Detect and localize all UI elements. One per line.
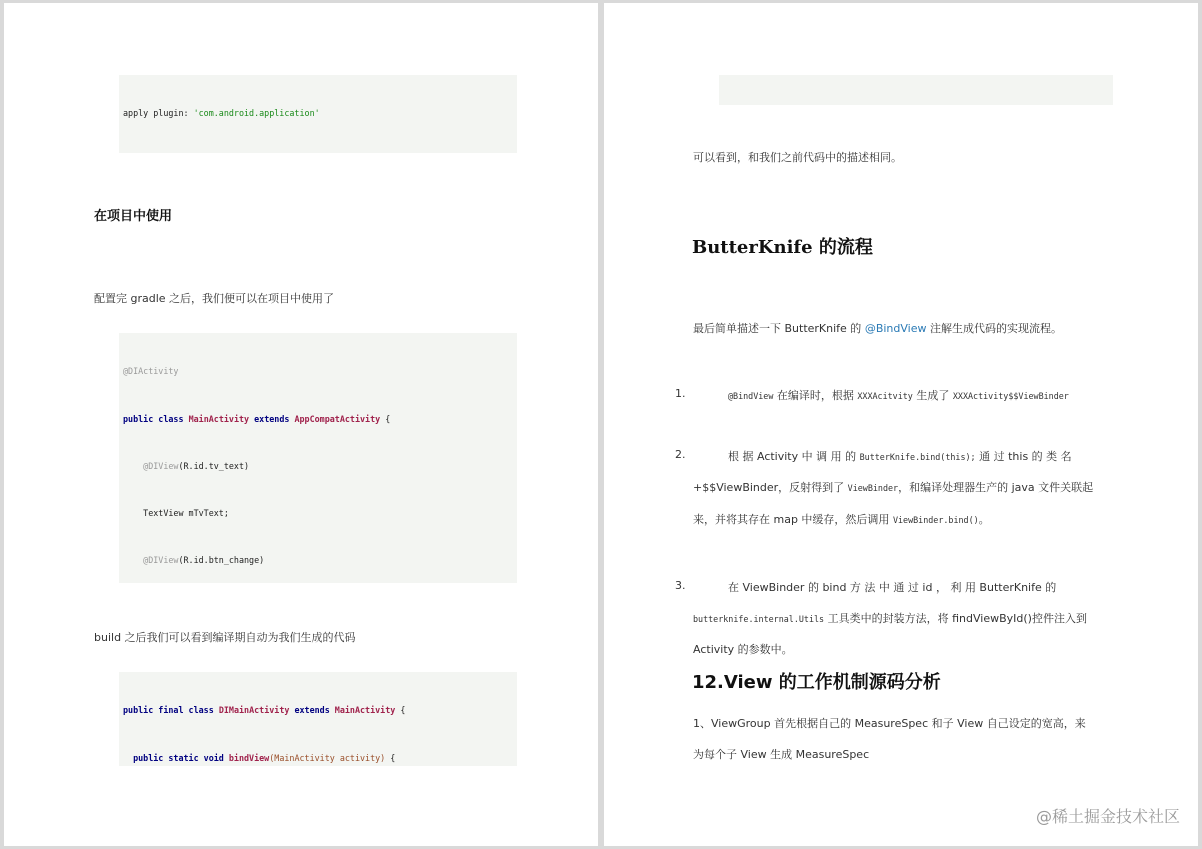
code-inline: ViewBinder.bind() [892, 515, 979, 525]
paragraph: 配置完 gradle 之后，我们便可以在项目中使用了 [94, 292, 335, 305]
list-text: 生成了 [912, 389, 953, 402]
code-line [123, 553, 513, 569]
heading-text: 的流程 [812, 237, 873, 258]
code-method-name: bindView [228, 752, 270, 763]
list-item: 在 ViewBinder 的 bind 方 法 中 通 过 id ， 利 用 ButterKnife 的 [728, 581, 1057, 594]
code-inline: ButterKnife.bind(this); [859, 452, 976, 462]
section-heading: 在项目中使用 [94, 209, 173, 224]
section-heading [692, 233, 873, 259]
code-text: { [380, 413, 391, 424]
paragraph-text: 注解生成代码的实现流程。 [926, 322, 1062, 335]
code-inline: butterknife.internal.Utils [693, 614, 825, 624]
list-item-line [693, 511, 990, 527]
main-activity-code-block [119, 333, 517, 583]
code-keyword: public class [123, 413, 189, 424]
code-line [123, 364, 513, 380]
code-inline: XXXAcitvity [857, 391, 913, 401]
list-item-line: Activity 的参数中。 [693, 643, 793, 656]
bindview-link[interactable]: @BindView [864, 322, 927, 335]
list-number: 3. [675, 579, 686, 592]
list-text: 在编译时，根据 [773, 389, 858, 402]
code-inline: ViewBinder [847, 483, 899, 493]
code-keyword: public static void [123, 752, 229, 763]
document-page-right [604, 3, 1198, 846]
paragraph: build 之后我们可以看到编译期自动为我们生成的代码 [94, 631, 356, 644]
paragraph: 1、ViewGroup 首先根据自己的 MeasureSpec 和子 View 自己设定的宽高，来 [693, 717, 1086, 730]
code-annotation: @DIView [143, 460, 179, 471]
heading-text: ButterKnife [692, 237, 813, 258]
paragraph-text: 最后简单描述一下 ButterKnife 的 [693, 322, 865, 335]
code-line [123, 106, 513, 122]
document-page-left [4, 3, 598, 846]
code-text: (R.id.btn_change) [178, 554, 265, 565]
list-text: ，和编译处理器生产的 java 文件关联起 [898, 481, 1094, 494]
list-text: +$$ViewBinder，反射得到了 [693, 481, 848, 494]
code-classname: AppCompatActivity [294, 413, 381, 424]
gradle-code-block [119, 75, 517, 153]
code-block-tail [719, 75, 1113, 105]
code-text: (R.id.tv_text) [178, 460, 250, 471]
code-line: TextView mTvText; [123, 507, 229, 518]
paragraph: 可以看到，和我们之前代码中的描述相同。 [693, 151, 902, 164]
paragraph: 为每个子 View 生成 MeasureSpec [693, 748, 870, 761]
code-annotation: @DIActivity [123, 366, 179, 377]
code-annotation: @DIView [143, 554, 179, 565]
code-params: (MainActivity activity) [269, 752, 386, 763]
code-keyword: extends [289, 705, 335, 716]
code-inline: @BindView [728, 391, 774, 401]
code-keyword: public final class [123, 705, 219, 716]
paragraph [693, 320, 1062, 336]
code-line [123, 703, 513, 719]
code-classname: MainActivity [334, 705, 396, 716]
code-classname: DIMainActivity [218, 705, 290, 716]
list-text: 根 据 Activity 中 调 用 的 [728, 450, 860, 463]
code-line [123, 751, 513, 767]
list-text: 。 [978, 513, 990, 526]
watermark: @稀土掘金技术社区 [1035, 807, 1180, 826]
code-text: { [385, 752, 396, 763]
list-number: 1. [675, 387, 686, 400]
list-text: 工具类中的封装方法，将 findViewById()控件注入到 [824, 612, 1087, 625]
code-line [123, 412, 513, 428]
list-item [728, 387, 1069, 403]
section-heading: 12.View 的工作机制源码分析 [692, 672, 941, 693]
list-item-line [693, 610, 1087, 626]
code-text: { [395, 705, 406, 716]
code-text: apply plugin: [123, 108, 194, 119]
code-line [123, 459, 513, 475]
list-item-line [693, 479, 1093, 495]
code-keyword: extends [249, 413, 295, 424]
code-inline: XXXActivity$$ViewBinder [952, 391, 1069, 401]
list-item [728, 448, 1072, 464]
list-text: 通 过 this 的 类 名 [975, 450, 1072, 463]
list-number: 2. [675, 448, 686, 461]
code-classname: MainActivity [188, 413, 250, 424]
code-string: 'com.android.application' [193, 108, 320, 119]
list-text: 来，并将其存在 map 中缓存，然后调用 [693, 513, 893, 526]
generated-code-block [119, 672, 517, 766]
